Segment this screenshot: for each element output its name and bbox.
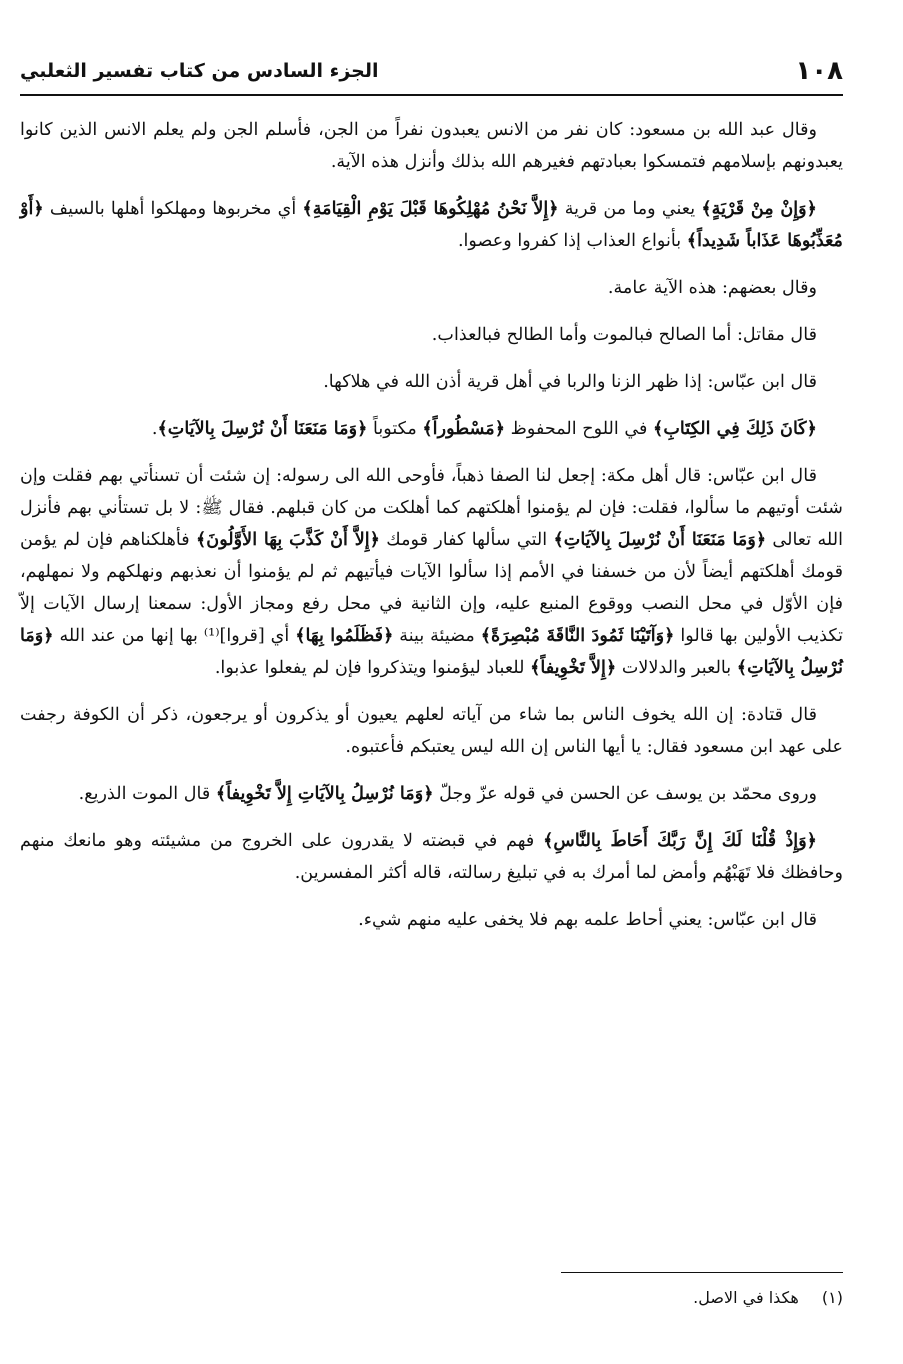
paragraph [20,904,843,936]
paragraph [20,699,843,763]
paragraph [20,272,843,304]
quran-verse: ﴿وَإِذْ قُلْنَا لَكَ إِنَّ رَبَّكَ أَحَاطَ بِالنَّاسِ﴾ [543,830,817,851]
commentary-text: فهم في قبضته لا يقدرون على الخروج من مشيئته وهو مانعك منهم وحافظك فلا تَهَبْهُم وأمض لما أمرك به في تبليغ رسالته، قاله أكثر المفسرين. [20,831,843,883]
commentary-text: مكتوباً [367,419,423,439]
quran-verse: ﴿إِلاَّ نَحْنُ مُهْلِكُوهَا قَبْلَ يَوْمِ الْقِيَامَةِ﴾ [302,198,559,219]
commentary-text: أي مخربوها ومهلكوا أهلها بالسيف [43,199,303,219]
paragraph [20,825,843,889]
commentary-text: التي سألها كفار قومك [379,530,554,550]
commentary-text: أي [قروا]⁽¹⁾ بها إنها من عند الله [53,626,296,646]
paragraph [20,366,843,398]
quran-verse: ﴿وَإِنْ مِنْ قَرْيَةٍ﴾ [701,198,817,219]
commentary-text: فأهلكناهم فإن لم يؤمن قومك أهلكتهم أيضاً لأن من خسفنا في الأمم إذا سألوا الآيات فيأتيهم ثم لم يؤمنوا أن نعذبهم ونهلكهم ولا نمهلهم، فإن الأوّل في محل النصب ووقوع المنبع عليه، وإن الثانية في محل رفع ومجاز الأول: سمعنا إرسال الآيات إلاّ تكذيب الأولين بها قالوا [20,530,843,646]
commentary-text: بأنواع العذاب إذا كفروا وعصوا. [457,231,687,251]
commentary-text: قال قتادة: إن الله يخوف الناس بما شاء من آياته لعلهم يعيون أو يذكرون أو يرجعون، ذكر أن الكوفة رجفت على عهد ابن مسعود فقال: يا أيها الناس إن الله ليس يعتبكم فأعتبوه. [20,705,843,757]
commentary-text: للعباد ليؤمنوا ويتذكروا فإن لم يفعلوا عذبوا. [214,658,531,678]
paragraph [20,114,843,178]
footnote-divider [561,1272,843,1273]
paragraph [20,193,843,257]
paragraph [20,460,843,684]
quran-verse: ﴿وَمَا مَنَعَنَا أَنْ نُرْسِلَ بِالآيَاتِ﴾ [157,418,368,439]
body-text [20,114,843,951]
quran-verse: ﴿أَوْ مُعَذِّبُوهَا عَذَاباً شَدِيداً﴾ [20,198,843,251]
quran-verse: ﴿إِلاَّ تَخْوِيفاً﴾ [530,657,617,678]
paragraph [20,778,843,810]
quran-verse: ﴿كَانَ ذَلِكَ فِي الكِتَابِ﴾ [653,418,817,439]
running-title: الجزء السادس من كتاب تفسير الثعلبي [20,60,379,82]
paragraph [20,319,843,351]
commentary-text: وقال بعضهم: هذه الآية عامة. [607,278,817,298]
commentary-text: . [151,419,158,439]
commentary-text: بالعبر والدلالات [616,658,737,678]
footnote [693,1286,843,1310]
quran-verse: ﴿وَآتَيْنَا ثَمُودَ النَّاقَةَ مُبْصِرَةً﴾ [480,625,675,646]
quran-verse: ﴿إِلاَّ أَنْ كَذَّبَ بِهَا الأَوَّلُونَ﴾ [195,529,380,550]
commentary-text: قال مقاتل: أما الصالح فبالموت وأما الطالح فبالعذاب. [431,325,817,345]
commentary-text: وروى محمّد بن يوسف عن الحسن في قوله عزّ وجلّ [433,784,817,804]
document-page [20,52,843,1342]
commentary-text: قال ابن عبّاس: يعني أحاط علمه بهم فلا يخفى عليه منهم شيء. [358,910,817,930]
commentary-text: يعني وما من قرية [558,199,702,219]
commentary-text: قال ابن عبّاس: قال أهل مكة: إجعل لنا الصفا ذهباً، فأوحى الله الى رسوله: إن شئت أن تسنأتي بهم فقلت وإن شئت أوتيهم ما سألوا، فقلت: فإن لم يؤمنوا أهلكتهم كما أهلكت من كان قبلهم. فقال ﷺ: لا بل تستأني بهم فأنزل الله تعالى [20,466,843,550]
quran-verse: ﴿مَسْطُوراً﴾ [422,418,506,439]
quran-verse: ﴿وَمَا مَنَعَنَا أَنْ نُرْسِلَ بِالآيَاتِ﴾ [553,529,767,550]
page-header [20,52,843,96]
commentary-text: قال الموت الذريع. [78,784,216,804]
footnote-text: هكذا في الاصل. [693,1288,799,1307]
paragraph [20,413,843,445]
commentary-text: في اللوح المحفوظ [505,419,654,439]
quran-verse: ﴿وَمَا نُرْسِلُ بِالآيَاتِ﴾ [20,625,843,678]
commentary-text: مضيئة بينة [393,626,481,646]
page-number: ١٠٨ [795,56,843,86]
quran-verse: ﴿وَمَا نُرْسِلُ بِالآيَاتِ إِلاَّ تَخْوِيفاً﴾ [215,783,434,804]
commentary-text: قال ابن عبّاس: إذا ظهر الزنا والربا في أهل قرية أذن الله في هلاكها. [323,372,817,392]
footnote-number: (١) [821,1288,843,1307]
quran-verse: ﴿فَظَلَمُوا بِهَا﴾ [295,625,394,646]
commentary-text: وقال عبد الله بن مسعود: كان نفر من الانس يعبدون نفراً من الجن، فأسلم الجن ولم يعلم الانس الذين كانوا يعبدونهم بإسلامهم فتمسكوا بعبادتهم فغيرهم الله بذلك وأنزل هذه الآية. [20,120,843,172]
